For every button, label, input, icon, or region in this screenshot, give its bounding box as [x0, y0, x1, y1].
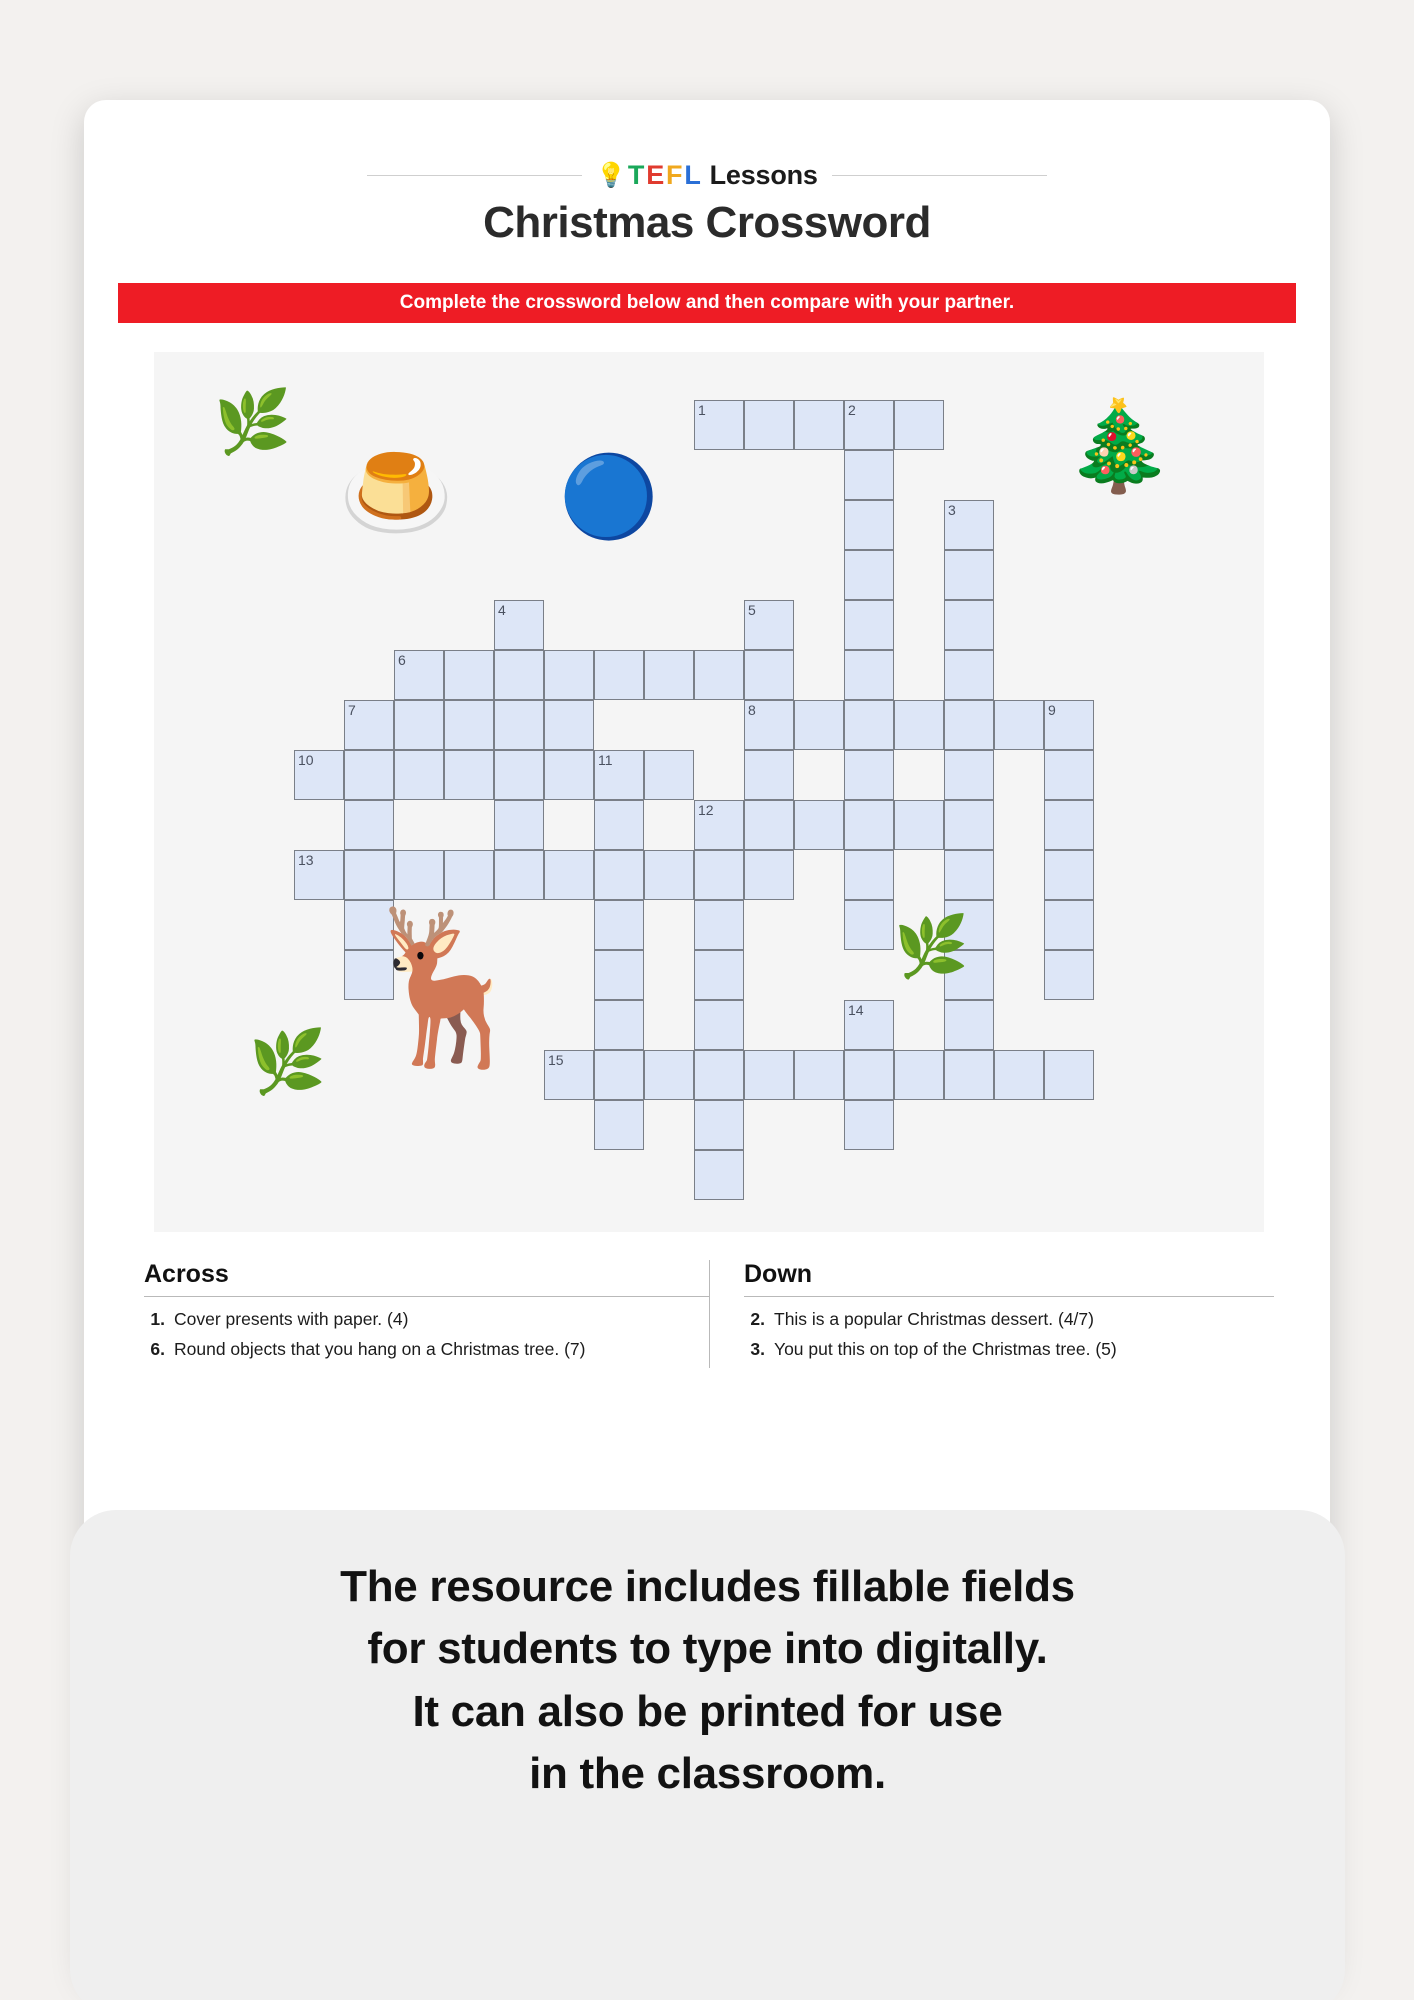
crossword-cell[interactable]	[694, 650, 744, 700]
clue-number: 1.	[150, 1309, 165, 1329]
crossword-cell[interactable]	[744, 1050, 794, 1100]
clue-text: Round objects that you hang on a Christmas tree. (7)	[174, 1339, 586, 1360]
cell-number: 12	[698, 802, 714, 818]
crossword-cell[interactable]	[944, 550, 994, 600]
crossword-cell[interactable]	[944, 700, 994, 750]
crossword-cell[interactable]	[694, 400, 744, 450]
crossword-cell[interactable]	[694, 1050, 744, 1100]
crossword-cell[interactable]	[844, 600, 894, 650]
crossword-cell[interactable]	[844, 450, 894, 500]
crossword-cell[interactable]	[694, 800, 744, 850]
crossword-cell[interactable]	[594, 1050, 644, 1100]
clue-text: Cover presents with paper. (4)	[174, 1309, 409, 1329]
brand-rule-right	[832, 175, 1047, 176]
down-column	[709, 1260, 1274, 1368]
logo-letter-t: T	[627, 159, 645, 190]
cell-number: 11	[598, 752, 613, 768]
crossword-cell[interactable]	[594, 650, 644, 700]
crossword-cell[interactable]	[844, 800, 894, 850]
crossword-cell[interactable]	[594, 1100, 644, 1150]
crossword-cell[interactable]	[1044, 750, 1094, 800]
caption-line-3: It can also be printed for use	[412, 1686, 1003, 1736]
cell-number: 14	[848, 1002, 864, 1018]
crossword-cell[interactable]	[844, 400, 894, 450]
crossword-cell[interactable]	[494, 750, 544, 800]
caption-line-4: in the classroom.	[529, 1749, 886, 1799]
clue-item	[744, 1337, 1274, 1362]
clue-number: 2.	[750, 1309, 765, 1329]
crossword-cell[interactable]	[644, 1050, 694, 1100]
crossword-cell[interactable]	[694, 850, 744, 900]
tefl-lessons-logo	[582, 160, 832, 191]
crossword-cell[interactable]	[844, 1000, 894, 1050]
crossword-cell[interactable]	[894, 800, 944, 850]
wreath-icon: 🎄	[1064, 396, 1174, 495]
crossword-cell[interactable]	[944, 1050, 994, 1100]
crossword-cell[interactable]	[444, 650, 494, 700]
crossword-cell[interactable]	[594, 750, 644, 800]
across-heading: Across	[144, 1260, 709, 1297]
logo-letter-l: L	[684, 159, 701, 190]
cell-number: 1	[698, 402, 706, 418]
across-clue-list	[144, 1307, 709, 1363]
caption-line-1: The resource includes fillable fields	[340, 1562, 1075, 1611]
crossword-cell[interactable]	[344, 800, 394, 850]
crossword-cell[interactable]	[394, 850, 444, 900]
crossword-cell[interactable]	[594, 900, 644, 950]
cell-number: 8	[748, 702, 756, 718]
crossword-cell[interactable]	[844, 1050, 894, 1100]
clue-text: This is a popular Christmas dessert. (4/7)	[774, 1309, 1094, 1329]
cell-number: 7	[348, 702, 356, 718]
page-title: Christmas Crossword	[483, 198, 931, 247]
christmas-pudding-icon: 🍮	[339, 442, 454, 544]
cell-number: 9	[1048, 702, 1056, 718]
crossword-cell[interactable]	[744, 700, 794, 750]
across-column	[144, 1260, 709, 1368]
crossword-cell[interactable]	[944, 500, 994, 550]
clue-item	[144, 1337, 709, 1362]
crossword-cell[interactable]	[944, 1000, 994, 1050]
crossword-cell[interactable]	[644, 750, 694, 800]
cell-number: 4	[498, 602, 506, 618]
crossword-cell[interactable]	[844, 700, 894, 750]
crossword-cell[interactable]	[744, 650, 794, 700]
cell-number: 10	[298, 752, 314, 768]
crossword-cell[interactable]	[994, 1050, 1044, 1100]
crossword-cell[interactable]	[744, 750, 794, 800]
clues-section	[144, 1260, 1274, 1368]
lightbulb-icon: 💡	[596, 161, 626, 189]
crossword-cell[interactable]	[544, 1050, 594, 1100]
crossword-cell[interactable]	[344, 750, 394, 800]
holly-icon: 🌿	[214, 388, 292, 457]
crossword-cell[interactable]	[294, 750, 344, 800]
crossword-cell[interactable]	[544, 750, 594, 800]
brand-rule-left	[367, 175, 582, 176]
crossword-cell[interactable]	[1044, 900, 1094, 950]
crossword-cell[interactable]	[544, 650, 594, 700]
crossword-cell[interactable]	[944, 800, 994, 850]
holly-icon-3: 🌿	[249, 1028, 327, 1097]
reindeer-icon: 🦌	[354, 903, 541, 1071]
crossword-cell[interactable]	[844, 900, 894, 950]
instruction-banner	[118, 283, 1296, 323]
cell-number: 15	[548, 1052, 564, 1068]
crossword-cell[interactable]	[844, 750, 894, 800]
crossword-cell[interactable]	[444, 850, 494, 900]
crossword-cell[interactable]	[744, 850, 794, 900]
logo-letter-f: F	[666, 159, 683, 190]
crossword-cell[interactable]	[944, 750, 994, 800]
cell-number: 6	[398, 652, 406, 668]
crossword-cell[interactable]	[644, 650, 694, 700]
crossword-cell[interactable]	[994, 700, 1044, 750]
crossword-cell[interactable]	[394, 650, 444, 700]
crossword-cell[interactable]	[1044, 1050, 1094, 1100]
crossword-cell[interactable]	[894, 1050, 944, 1100]
crossword-cell[interactable]	[844, 550, 894, 600]
cell-number: 2	[848, 402, 856, 418]
crossword-cell[interactable]	[1044, 950, 1094, 1000]
logo-letter-e: E	[646, 159, 665, 190]
caption-line-2: for students to type into digitally.	[367, 1624, 1048, 1674]
crossword-cell[interactable]	[494, 800, 544, 850]
crossword-cell[interactable]	[494, 850, 544, 900]
crossword-cell[interactable]	[544, 850, 594, 900]
crossword-cell[interactable]	[744, 400, 794, 450]
crossword-cell[interactable]	[844, 500, 894, 550]
crossword-cell[interactable]	[844, 1100, 894, 1150]
crossword-cell[interactable]	[744, 800, 794, 850]
crossword-cell[interactable]	[694, 950, 744, 1000]
crossword-cell[interactable]	[544, 700, 594, 750]
holly-icon-2: 🌿	[894, 913, 969, 980]
crossword-cell[interactable]	[894, 400, 944, 450]
crossword-cell[interactable]	[694, 900, 744, 950]
crossword-cell[interactable]	[344, 850, 394, 900]
clue-number: 6.	[150, 1339, 165, 1360]
crossword-cell[interactable]	[894, 700, 944, 750]
crossword-cell[interactable]	[594, 1000, 644, 1050]
crossword-cell[interactable]	[794, 400, 844, 450]
down-clue-list	[744, 1307, 1274, 1363]
crossword-cell[interactable]	[494, 600, 544, 650]
crossword-cell[interactable]	[694, 1100, 744, 1150]
crossword-cell[interactable]	[1044, 850, 1094, 900]
caption-card	[70, 1510, 1345, 2000]
crossword-cell[interactable]	[1044, 700, 1094, 750]
crossword-cell[interactable]	[444, 750, 494, 800]
logo-word-lessons: Lessons	[709, 159, 818, 190]
crossword-cell[interactable]	[1044, 800, 1094, 850]
crossword-cell[interactable]	[294, 850, 344, 900]
crossword-cell[interactable]	[444, 700, 494, 750]
brand-header	[84, 158, 1330, 192]
caption-text	[340, 1556, 1075, 1806]
instruction-text: Complete the crossword below and then compare with your partner.	[399, 292, 1015, 313]
clue-number: 3.	[750, 1339, 765, 1360]
crossword-cell[interactable]	[944, 650, 994, 700]
crossword-cell[interactable]	[494, 650, 544, 700]
crossword-cell[interactable]	[794, 800, 844, 850]
crossword-cell[interactable]	[844, 650, 894, 700]
clue-text: You put this on top of the Christmas tree. (5)	[774, 1339, 1117, 1360]
crossword-cell[interactable]	[344, 700, 394, 750]
cell-number: 5	[748, 602, 756, 618]
cell-number: 13	[298, 852, 314, 868]
clue-item	[744, 1307, 1274, 1332]
crossword-cell[interactable]	[794, 1050, 844, 1100]
bauble-icon: 🔵	[559, 452, 659, 541]
down-heading: Down	[744, 1260, 1274, 1297]
crossword-cell[interactable]	[844, 850, 894, 900]
crossword-cell[interactable]	[694, 1000, 744, 1050]
crossword-cell[interactable]	[594, 800, 644, 850]
cell-number: 3	[948, 502, 956, 518]
crossword-cell[interactable]	[794, 700, 844, 750]
crossword-cell[interactable]	[944, 600, 994, 650]
crossword-cell[interactable]	[744, 600, 794, 650]
crossword-area	[154, 352, 1264, 1232]
crossword-cell[interactable]	[694, 1150, 744, 1200]
crossword-cell[interactable]	[644, 850, 694, 900]
crossword-cell[interactable]	[594, 950, 644, 1000]
crossword-cell[interactable]	[494, 700, 544, 750]
crossword-cell[interactable]	[944, 850, 994, 900]
crossword-cell[interactable]	[594, 850, 644, 900]
crossword-cell[interactable]	[394, 700, 444, 750]
clue-item	[144, 1307, 709, 1332]
crossword-cell[interactable]	[394, 750, 444, 800]
